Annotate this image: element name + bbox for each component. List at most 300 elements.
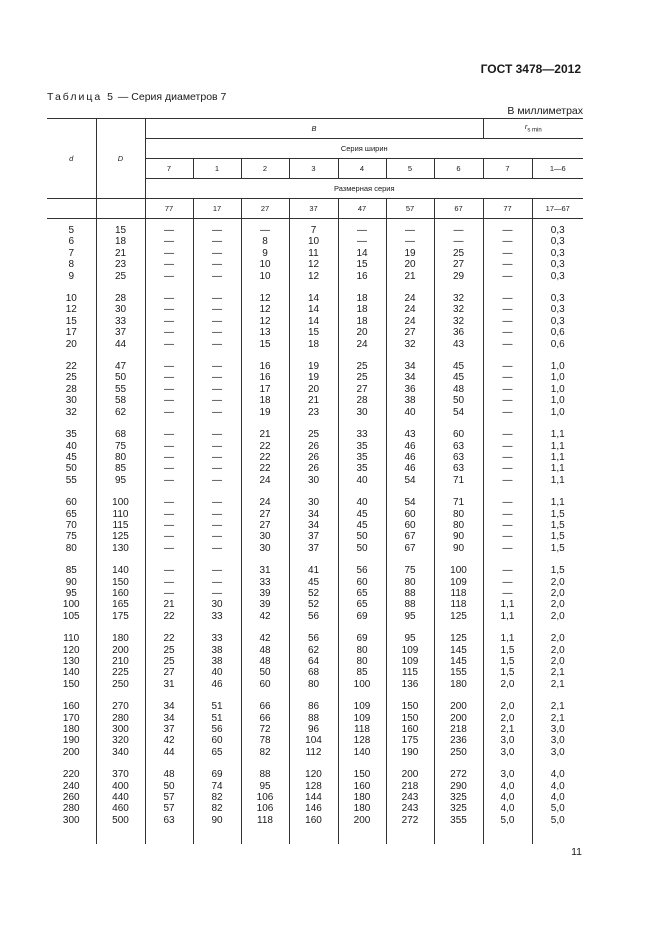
size-series-cell: 77 — [483, 199, 532, 219]
table-cell: 18 — [241, 395, 289, 406]
table-cell: 42 — [145, 735, 193, 746]
spacer-cell — [532, 282, 583, 293]
table-cell: — — [483, 384, 532, 395]
spacer-cell — [289, 486, 338, 497]
table-cell: 50 — [47, 463, 96, 474]
table-cell: 63 — [434, 463, 483, 474]
size-series-cell: 47 — [338, 199, 386, 219]
table-cell: 50 — [145, 781, 193, 792]
spacer-cell — [532, 826, 583, 844]
table-cell: 1,5 — [532, 565, 583, 576]
table-cell: 65 — [338, 588, 386, 599]
table-cell: 5 — [47, 225, 96, 236]
table-cell: 36 — [434, 327, 483, 338]
table-cell: 63 — [434, 441, 483, 452]
spacer-cell — [193, 486, 241, 497]
table-cell: — — [193, 441, 241, 452]
table-cell: 10 — [47, 293, 96, 304]
table-cell: 25 — [289, 429, 338, 440]
table-cell: 45 — [47, 452, 96, 463]
table-cell: 14 — [289, 293, 338, 304]
table-cell: 12 — [241, 304, 289, 315]
table-cell: 3,0 — [532, 735, 583, 746]
spacer-cell — [241, 282, 289, 293]
table-cell: 95 — [386, 633, 434, 644]
table-cell: — — [483, 452, 532, 463]
table-cell: 3,0 — [483, 747, 532, 758]
table-cell: — — [193, 543, 241, 554]
table-cell: 325 — [434, 792, 483, 803]
table-cell: 27 — [338, 384, 386, 395]
table-cell: 320 — [96, 735, 145, 746]
table-cell: 109 — [338, 713, 386, 724]
page-number: 11 — [571, 846, 582, 858]
table-cell: 40 — [47, 441, 96, 452]
table-cell: 22 — [145, 633, 193, 644]
table-cell: 40 — [193, 667, 241, 678]
table-cell: — — [193, 248, 241, 259]
table-cell: 260 — [47, 792, 96, 803]
table-cell: 100 — [47, 599, 96, 610]
table-cell: 218 — [434, 724, 483, 735]
table-cell: 0,3 — [532, 271, 583, 282]
table-cell: 90 — [434, 543, 483, 554]
group-spacer — [47, 622, 583, 633]
spacer-cell — [96, 486, 145, 497]
table-cell: 90 — [193, 815, 241, 826]
spacer-cell — [434, 486, 483, 497]
table-cell: — — [338, 236, 386, 247]
table-cell: 78 — [241, 735, 289, 746]
table-cell: 24 — [241, 475, 289, 486]
table-cell: — — [386, 236, 434, 247]
table-row — [47, 361, 583, 372]
table-cell: 25 — [338, 361, 386, 372]
table-cell: 30 — [241, 543, 289, 554]
table-cell: 2,0 — [483, 701, 532, 712]
table-cell: 26 — [289, 452, 338, 463]
table-cell: — — [145, 395, 193, 406]
table-cell: 60 — [193, 735, 241, 746]
table-cell: 27 — [386, 327, 434, 338]
spacer-cell — [338, 758, 386, 769]
table-cell: 1,1 — [483, 611, 532, 622]
table-cell: 75 — [47, 531, 96, 542]
spacer-cell — [241, 758, 289, 769]
table-body — [47, 219, 583, 845]
spacer-cell — [241, 622, 289, 633]
table-cell: 48 — [434, 384, 483, 395]
spacer-cell — [338, 418, 386, 429]
table-cell: — — [483, 497, 532, 508]
spacer-cell — [96, 758, 145, 769]
table-cell: 325 — [434, 803, 483, 814]
spacer-cell — [386, 622, 434, 633]
table-cell: — — [483, 236, 532, 247]
table-cell: 0,3 — [532, 236, 583, 247]
table-cell: — — [193, 463, 241, 474]
table-cell: 4,0 — [532, 781, 583, 792]
table-row — [47, 565, 583, 576]
header-r-s-min — [483, 119, 583, 139]
table-cell: 180 — [338, 803, 386, 814]
table-cell: 1,5 — [483, 656, 532, 667]
table-cell: 19 — [241, 407, 289, 418]
table-cell: — — [193, 384, 241, 395]
table-cell: 15 — [289, 327, 338, 338]
table-cell: 80 — [434, 520, 483, 531]
table-cell: 12 — [289, 271, 338, 282]
table-cell: 280 — [96, 713, 145, 724]
table-cell: 1,1 — [483, 599, 532, 610]
size-series-cell: 27 — [241, 199, 289, 219]
table-cell: 80 — [338, 656, 386, 667]
size-series-label: Размерная серия — [145, 179, 583, 199]
table-cell: 60 — [338, 577, 386, 588]
spacer-cell — [47, 486, 96, 497]
spacer-cell — [289, 690, 338, 701]
table-cell: — — [483, 577, 532, 588]
table-cell: — — [483, 372, 532, 383]
spacer-cell — [434, 826, 483, 844]
spacer-cell — [241, 486, 289, 497]
table-cell: 12 — [241, 316, 289, 327]
table-cell: 18 — [289, 339, 338, 350]
table-cell: 290 — [434, 781, 483, 792]
table-row — [47, 293, 583, 304]
table-cell: 4,0 — [483, 781, 532, 792]
table-cell: — — [193, 259, 241, 270]
table-cell: — — [145, 361, 193, 372]
table-cell: 43 — [434, 339, 483, 350]
table-cell: 225 — [96, 667, 145, 678]
spacer-cell — [289, 622, 338, 633]
table-cell: — — [193, 339, 241, 350]
table-cell: 120 — [47, 645, 96, 656]
table-cell: 5,0 — [532, 815, 583, 826]
table-row — [47, 815, 583, 826]
table-cell: 72 — [241, 724, 289, 735]
table-cell: 2,0 — [532, 656, 583, 667]
table-cell: 25 — [96, 271, 145, 282]
table-cell: 57 — [145, 792, 193, 803]
table-cell: 31 — [241, 565, 289, 576]
size-series-cell: 17 — [193, 199, 241, 219]
table-cell: 1,5 — [532, 543, 583, 554]
table-cell: 45 — [434, 361, 483, 372]
table-cell: — — [145, 520, 193, 531]
table-cell: 21 — [241, 429, 289, 440]
table-cell: 50 — [338, 543, 386, 554]
spacer-cell — [47, 282, 96, 293]
spacer-cell — [193, 690, 241, 701]
spacer-cell — [47, 622, 96, 633]
table-cell: 150 — [386, 713, 434, 724]
spacer-cell — [483, 622, 532, 633]
table-cell: — — [145, 463, 193, 474]
spacer-cell — [289, 350, 338, 361]
table-cell: 200 — [338, 815, 386, 826]
table-cell: 24 — [386, 316, 434, 327]
table-cell: 60 — [386, 509, 434, 520]
table-cell: 32 — [386, 339, 434, 350]
table-cell: 110 — [96, 509, 145, 520]
table-cell: 150 — [96, 577, 145, 588]
table-cell: 100 — [96, 497, 145, 508]
table-row — [47, 463, 583, 474]
spacer-cell — [96, 350, 145, 361]
table-cell: 15 — [338, 259, 386, 270]
table-cell: — — [483, 395, 532, 406]
width-series-cell: 4 — [338, 159, 386, 179]
table-cell: 2,1 — [483, 724, 532, 735]
table-cell: 69 — [193, 769, 241, 780]
table-row — [47, 407, 583, 418]
table-cell: 3,0 — [532, 747, 583, 758]
table-cell: 57 — [145, 803, 193, 814]
table-cell: 41 — [289, 565, 338, 576]
table-row — [47, 599, 583, 610]
table-cell: 71 — [434, 475, 483, 486]
header-d: d — [47, 119, 96, 199]
table-cell: 88 — [386, 588, 434, 599]
table-cell: 190 — [47, 735, 96, 746]
table-cell: 236 — [434, 735, 483, 746]
table-cell: 200 — [386, 769, 434, 780]
table-cell: 56 — [193, 724, 241, 735]
spacer-cell — [338, 350, 386, 361]
table-cell: 44 — [96, 339, 145, 350]
table-cell: 34 — [145, 713, 193, 724]
table-cell: 60 — [241, 679, 289, 690]
table-cell: 24 — [386, 293, 434, 304]
table-cell: 80 — [434, 509, 483, 520]
table-cell: 7 — [289, 225, 338, 236]
table-cell: 150 — [338, 769, 386, 780]
table-cell: — — [483, 520, 532, 531]
table-cell: 250 — [96, 679, 145, 690]
table-cell: 88 — [241, 769, 289, 780]
table-cell: — — [145, 339, 193, 350]
spacer-cell — [386, 418, 434, 429]
table-cell: 34 — [145, 701, 193, 712]
table-cell: 42 — [241, 633, 289, 644]
table-cell: 100 — [434, 565, 483, 576]
header-D: D — [96, 119, 145, 199]
table-cell: 50 — [96, 372, 145, 383]
table-row — [47, 667, 583, 678]
spacer-cell — [289, 758, 338, 769]
table-cell: — — [338, 225, 386, 236]
table-cell: 2,1 — [532, 667, 583, 678]
table-cell: 24 — [338, 339, 386, 350]
spacer-cell — [47, 418, 96, 429]
table-caption-label: Таблица 5 — [47, 91, 115, 103]
table-cell: — — [434, 225, 483, 236]
table-cell: 1,5 — [483, 645, 532, 656]
spacer-cell — [386, 486, 434, 497]
table-cell: — — [193, 497, 241, 508]
table-cell: 112 — [289, 747, 338, 758]
table-cell: 82 — [241, 747, 289, 758]
table-cell: 40 — [338, 475, 386, 486]
spacer-cell — [532, 622, 583, 633]
table-cell: 10 — [241, 271, 289, 282]
spacer-cell — [434, 554, 483, 565]
spacer-cell — [47, 758, 96, 769]
group-spacer — [47, 554, 583, 565]
table-row — [47, 316, 583, 327]
table-cell: 1,1 — [532, 475, 583, 486]
spacer-cell — [532, 554, 583, 565]
table-cell: 500 — [96, 815, 145, 826]
table-cell: 33 — [193, 633, 241, 644]
table-cell: — — [483, 248, 532, 259]
table-cell: — — [193, 407, 241, 418]
table-row — [47, 259, 583, 270]
table-cell: 140 — [96, 565, 145, 576]
table-cell: — — [145, 271, 193, 282]
table-cell: 5,0 — [483, 815, 532, 826]
table-cell: 4,0 — [532, 769, 583, 780]
table-row — [47, 248, 583, 259]
table-cell: 90 — [434, 531, 483, 542]
table-cell: 70 — [47, 520, 96, 531]
table-cell: 55 — [96, 384, 145, 395]
table-cell: 20 — [47, 339, 96, 350]
table-cell: 106 — [241, 803, 289, 814]
table-cell: 38 — [193, 645, 241, 656]
group-spacer — [47, 826, 583, 844]
table-cell: 24 — [241, 497, 289, 508]
table-cell: 95 — [386, 611, 434, 622]
table-cell: 160 — [96, 588, 145, 599]
table-row — [47, 701, 583, 712]
spacer-cell — [289, 826, 338, 844]
table-cell: 30 — [338, 407, 386, 418]
table-cell: — — [193, 452, 241, 463]
table-cell: 37 — [145, 724, 193, 735]
table-cell: 0,3 — [532, 225, 583, 236]
table-cell: 109 — [434, 577, 483, 588]
table-cell: 30 — [193, 599, 241, 610]
table-cell: 65 — [47, 509, 96, 520]
table-cell: 42 — [241, 611, 289, 622]
table-cell: — — [145, 236, 193, 247]
table-cell: 66 — [241, 713, 289, 724]
table-cell: 136 — [386, 679, 434, 690]
table-cell: 3,0 — [483, 769, 532, 780]
table-cell: 170 — [47, 713, 96, 724]
table-cell: 37 — [289, 543, 338, 554]
table-cell: — — [483, 475, 532, 486]
table-cell: 34 — [289, 520, 338, 531]
size-series-cell: 77 — [145, 199, 193, 219]
spacer-cell — [386, 282, 434, 293]
width-series-cell: 1—6 — [532, 159, 583, 179]
table-cell: 38 — [386, 395, 434, 406]
table-cell: 20 — [386, 259, 434, 270]
table-cell: 82 — [193, 803, 241, 814]
table-row — [47, 475, 583, 486]
table-cell: — — [145, 248, 193, 259]
table-cell: — — [145, 407, 193, 418]
spacer-cell — [96, 554, 145, 565]
spacer-cell — [434, 690, 483, 701]
table-cell: — — [145, 441, 193, 452]
spacer-cell — [532, 690, 583, 701]
table-cell: 23 — [289, 407, 338, 418]
table-cell: — — [434, 236, 483, 247]
table-cell: — — [483, 463, 532, 474]
width-series-cell: 5 — [386, 159, 434, 179]
table-cell: 18 — [338, 293, 386, 304]
table-cell: — — [145, 497, 193, 508]
table-cell: — — [145, 509, 193, 520]
table-cell: 69 — [338, 611, 386, 622]
spacer-cell — [532, 486, 583, 497]
document-id: ГОСТ 3478—2012 — [480, 62, 581, 76]
table-cell: 44 — [145, 747, 193, 758]
spacer-cell — [241, 554, 289, 565]
table-cell: — — [145, 327, 193, 338]
table-cell: 125 — [96, 531, 145, 542]
table-cell: 280 — [47, 803, 96, 814]
table-cell: 155 — [434, 667, 483, 678]
table-cell: 95 — [96, 475, 145, 486]
table-cell: 2,0 — [532, 588, 583, 599]
table-cell: 19 — [386, 248, 434, 259]
table-cell: — — [483, 407, 532, 418]
table-cell: — — [193, 271, 241, 282]
table-cell: 46 — [386, 441, 434, 452]
table-cell: 190 — [386, 747, 434, 758]
table-cell: 32 — [434, 293, 483, 304]
table-cell: 105 — [47, 611, 96, 622]
table-cell: 55 — [47, 475, 96, 486]
table-cell: 109 — [338, 701, 386, 712]
table-cell: 12 — [289, 259, 338, 270]
spacer-cell — [193, 826, 241, 844]
table-row — [47, 633, 583, 644]
table-cell: — — [145, 543, 193, 554]
table-row — [47, 497, 583, 508]
table-cell: 88 — [386, 599, 434, 610]
table-cell: 118 — [434, 588, 483, 599]
table-cell: — — [145, 259, 193, 270]
table-cell: 1,1 — [532, 452, 583, 463]
table-cell: 100 — [338, 679, 386, 690]
header-r-symbol: r — [524, 122, 528, 132]
spacer-cell — [483, 486, 532, 497]
table-cell: 6 — [47, 236, 96, 247]
spacer-cell — [193, 758, 241, 769]
table-cell: — — [483, 271, 532, 282]
table-row — [47, 304, 583, 315]
table-cell: 85 — [338, 667, 386, 678]
table-row — [47, 531, 583, 542]
table-cell: 60 — [434, 429, 483, 440]
table-cell: 109 — [386, 656, 434, 667]
table-cell: 37 — [96, 327, 145, 338]
table-cell: 27 — [434, 259, 483, 270]
table-cell: — — [145, 475, 193, 486]
table-cell: — — [193, 588, 241, 599]
table-cell: 2,1 — [532, 701, 583, 712]
table-cell: 0,3 — [532, 259, 583, 270]
table-cell: 340 — [96, 747, 145, 758]
table-cell: 0,3 — [532, 293, 583, 304]
